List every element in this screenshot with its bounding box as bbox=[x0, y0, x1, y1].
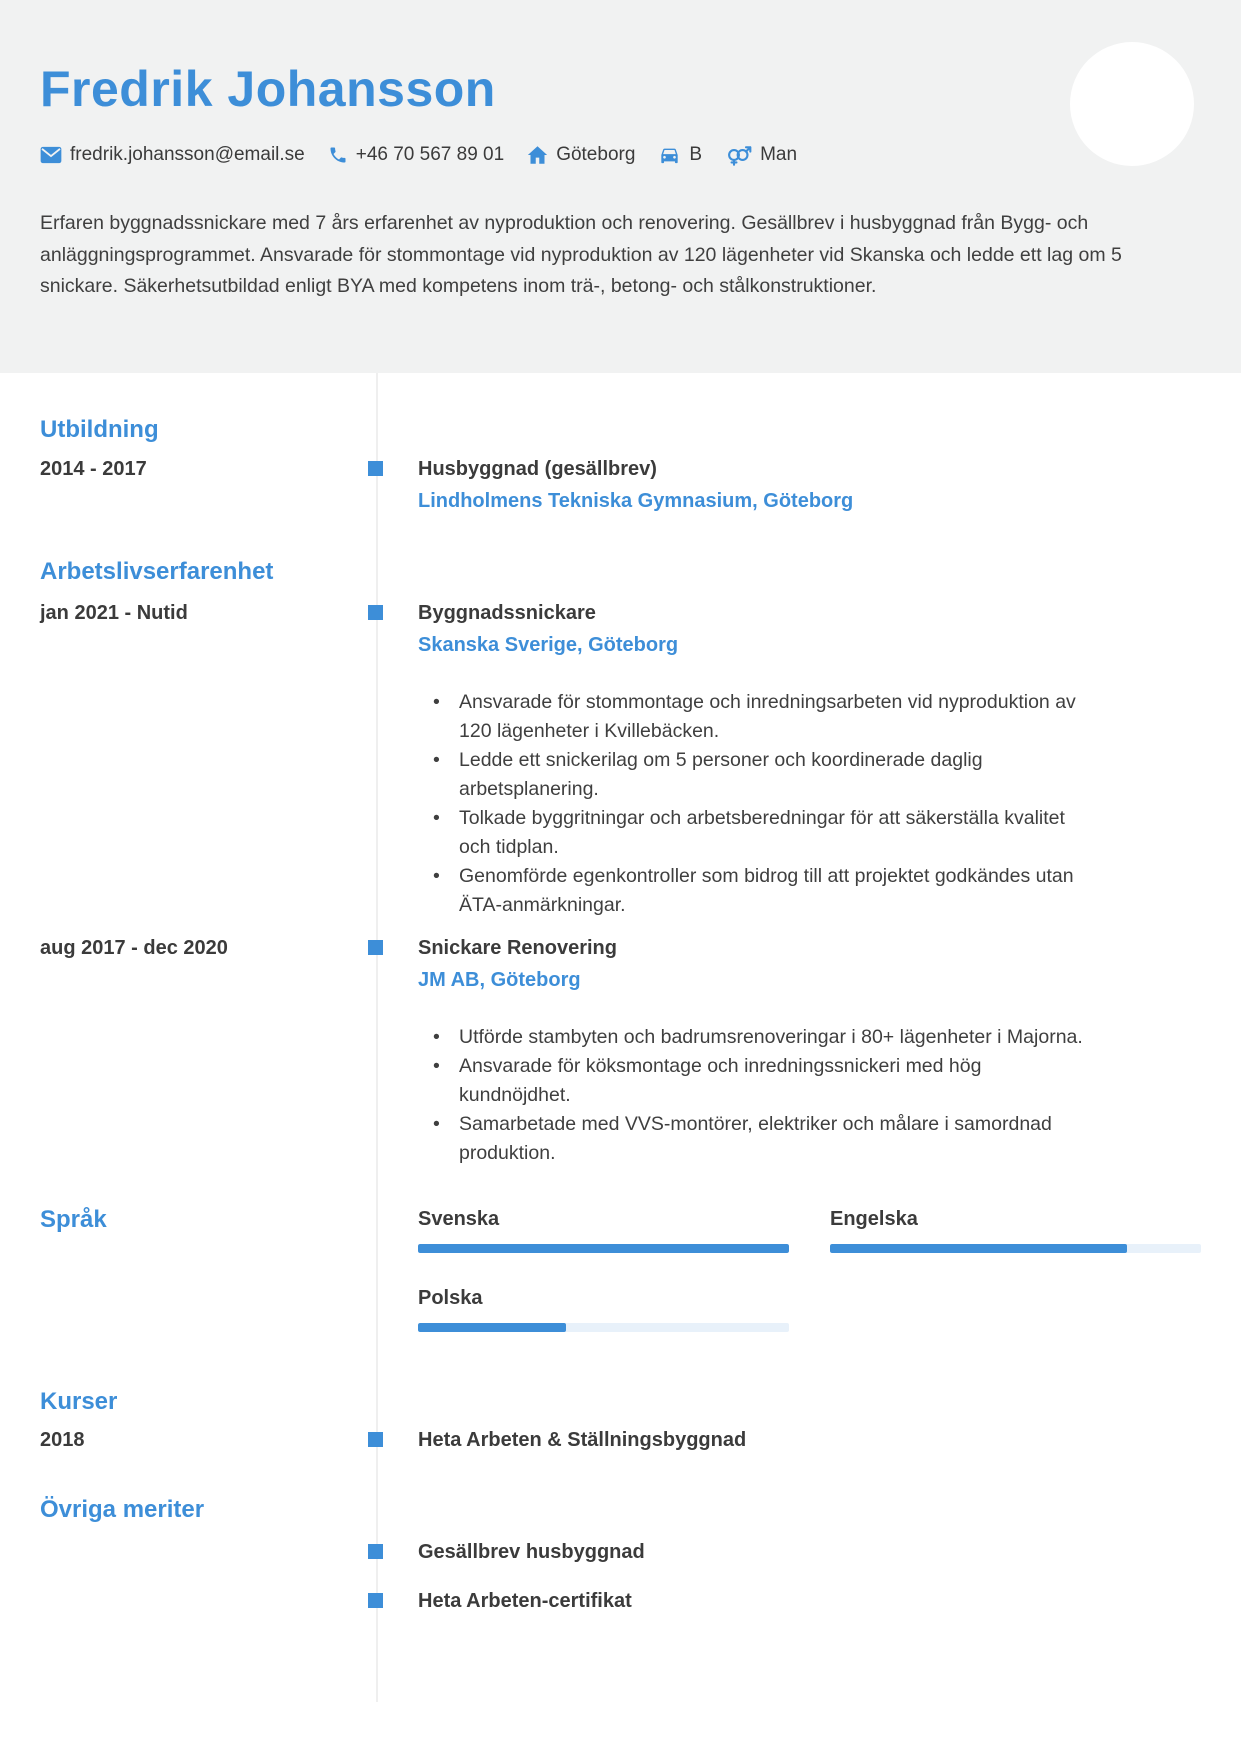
timeline-marker bbox=[368, 1544, 383, 1559]
other-merit-title: Gesällbrev husbyggnad bbox=[418, 1541, 645, 1563]
job-bullet: • Genomförde egenkontroller som bidrog till att projektet godkändes utan ÄTA-anmärkningar. bbox=[418, 862, 1088, 920]
education-institution: Lindholmens Tekniska Gymnasium, Göteborg bbox=[418, 490, 854, 512]
section-heading-other: Övriga meriter bbox=[40, 1496, 205, 1523]
language-name: Engelska bbox=[830, 1208, 918, 1230]
other-entry-1 bbox=[0, 1541, 1241, 1564]
job-bullet: • Ledde ett snickerilag om 5 personer och koordinerade daglig arbetsplanering. bbox=[418, 746, 1088, 804]
timeline-marker bbox=[368, 605, 383, 620]
timeline-marker bbox=[368, 940, 383, 955]
contact-gender-text: Man bbox=[760, 144, 798, 165]
timeline-marker bbox=[368, 461, 383, 476]
language-level-fill bbox=[418, 1244, 789, 1253]
job-bullet-list bbox=[418, 1023, 1088, 1168]
section-education-heading-row bbox=[0, 418, 1241, 442]
job-bullet-list bbox=[418, 688, 1088, 920]
job-bullet: • Ansvarade för stommontage och inredningsarbeten vid nyproduktion av 120 lägenheter i Kvillebäcken. bbox=[418, 688, 1088, 746]
course-title: Heta Arbeten & Ställningsbyggnad bbox=[418, 1429, 747, 1451]
phone-icon bbox=[328, 145, 348, 165]
language-level-bar bbox=[418, 1323, 789, 1332]
language-item-engelska bbox=[830, 1208, 1201, 1253]
section-heading-education: Utbildning bbox=[40, 416, 159, 443]
section-other-heading-row bbox=[0, 1498, 1241, 1522]
contact-driving-license-text: B bbox=[689, 144, 703, 165]
page-title: Fredrik Johansson bbox=[40, 61, 496, 117]
language-name: Polska bbox=[418, 1287, 483, 1309]
home-icon bbox=[527, 145, 548, 165]
section-languages-row bbox=[0, 1208, 1241, 1332]
language-item-svenska bbox=[418, 1208, 789, 1253]
cv-header bbox=[0, 0, 1241, 373]
contact-driving-license bbox=[658, 144, 702, 166]
job-bullet: • Ansvarade för köksmontage och inredningssnickeri med hög kundnöjdhet. bbox=[418, 1052, 1088, 1110]
car-icon bbox=[658, 145, 681, 165]
job-bullet: • Samarbetade med VVS-montörer, elektriker och målare i samordnad produktion. bbox=[418, 1110, 1088, 1168]
language-level-bar bbox=[418, 1244, 789, 1253]
experience-entry-1 bbox=[0, 602, 1241, 920]
job-bullet: • Utförde stambyten och badrumsrenoveringar i 80+ lägenheter i Majorna. bbox=[418, 1023, 1088, 1052]
language-item-polska bbox=[418, 1287, 789, 1332]
timeline-marker bbox=[368, 1593, 383, 1608]
language-level-fill bbox=[830, 1244, 1127, 1253]
other-entry-2 bbox=[0, 1590, 1241, 1613]
venus-mars-icon bbox=[725, 144, 752, 166]
language-grid bbox=[418, 1208, 1201, 1332]
section-experience-heading-row bbox=[0, 560, 1241, 584]
contact-location bbox=[527, 144, 635, 166]
education-entry bbox=[0, 458, 1241, 513]
language-level-fill bbox=[418, 1323, 566, 1332]
contact-phone-text: +46 70 567 89 01 bbox=[355, 144, 505, 165]
summary-text: Erfaren byggnadssnickare med 7 års erfarenhet av nyproduktion och renovering. Gesällbrev i husbyggnad från Bygg- och anläggningsprogrammet. Ansvarade för stommontage vid nyproduktion av 120 lägenheter vid Skanska och ledde ett lag om 5 snickare. Säkerhetsutbildad enligt BYA med kompetens inom trä-, betong- och stålkonstruktioner. bbox=[40, 212, 1122, 297]
language-name: Svenska bbox=[418, 1208, 500, 1230]
cv-body bbox=[0, 373, 1241, 1613]
avatar bbox=[1070, 42, 1194, 166]
job-title: Snickare Renovering bbox=[418, 937, 617, 959]
other-merit-title: Heta Arbeten-certifikat bbox=[418, 1590, 632, 1612]
contact-phone bbox=[328, 144, 504, 166]
education-period: 2014 - 2017 bbox=[40, 458, 147, 480]
contact-row bbox=[40, 144, 1201, 166]
contact-gender bbox=[725, 144, 797, 166]
envelope-icon bbox=[40, 146, 62, 164]
section-heading-languages: Språk bbox=[40, 1206, 107, 1233]
contact-location-text: Göteborg bbox=[556, 144, 636, 165]
contact-email-text: fredrik.johansson@email.se bbox=[70, 144, 305, 165]
section-courses-heading-row bbox=[0, 1390, 1241, 1414]
job-title: Byggnadssnickare bbox=[418, 602, 596, 624]
timeline-marker bbox=[368, 1432, 383, 1447]
education-title: Husbyggnad (gesällbrev) bbox=[418, 458, 657, 480]
section-heading-courses: Kurser bbox=[40, 1388, 118, 1415]
job-employer: Skanska Sverige, Göteborg bbox=[418, 634, 679, 656]
course-period: 2018 bbox=[40, 1429, 85, 1451]
course-entry bbox=[0, 1429, 1241, 1452]
job-bullet: • Tolkade byggritningar och arbetsberedningar för att säkerställa kvalitet och tidplan. bbox=[418, 804, 1088, 862]
contact-email bbox=[40, 144, 305, 166]
section-heading-experience: Arbetslivserfarenhet bbox=[40, 558, 274, 585]
language-level-bar bbox=[830, 1244, 1201, 1253]
job-employer: JM AB, Göteborg bbox=[418, 969, 581, 991]
experience-entry-2 bbox=[0, 937, 1241, 1168]
job-period: aug 2017 - dec 2020 bbox=[40, 937, 228, 959]
job-period: jan 2021 - Nutid bbox=[40, 602, 188, 624]
